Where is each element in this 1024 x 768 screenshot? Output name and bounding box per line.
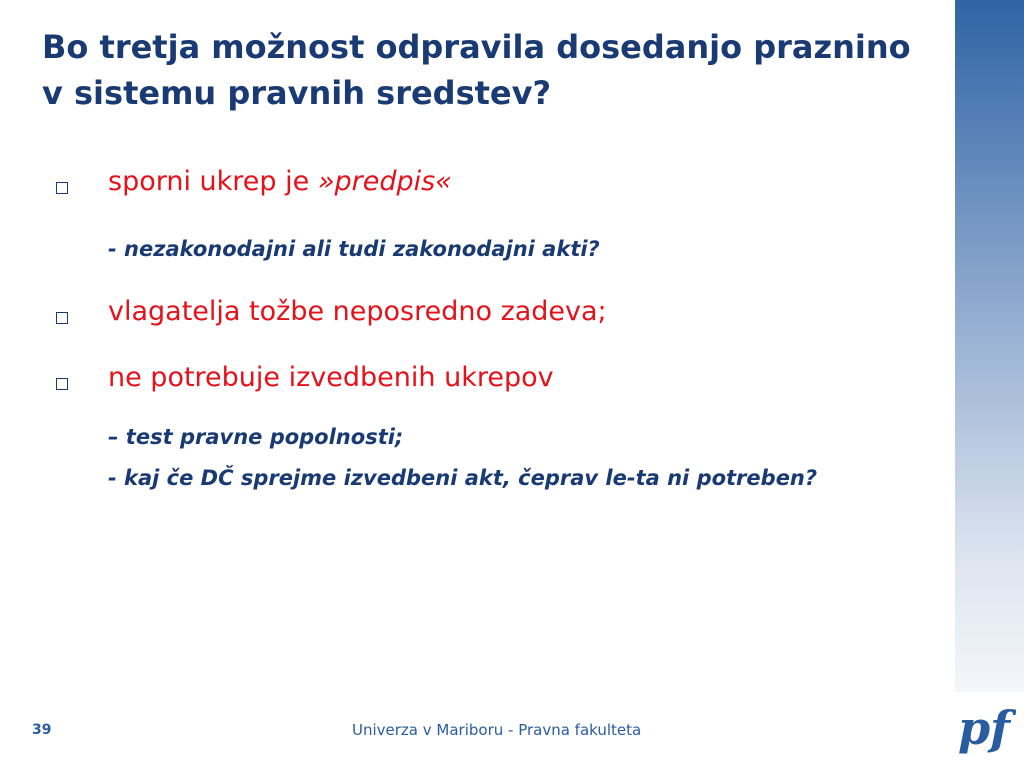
sub-point: – test pravne popolnosti; [108, 425, 404, 449]
footer-institution: Univerza v Mariboru - Pravna fakulteta [352, 721, 642, 739]
sub-point: - kaj če DČ sprejme izvedbeni akt, čeprav le-ta ni potreben? [108, 466, 818, 490]
bullet-text: vlagatelja tožbe neposredno zadeva; [108, 296, 607, 327]
page-number: 39 [32, 722, 52, 738]
logo-letters: pf [958, 701, 1010, 755]
square-bullet-icon [56, 182, 68, 194]
bullet-text-emphasis: »predpis« [317, 166, 452, 197]
square-bullet-icon [56, 378, 68, 390]
bullet-text [108, 166, 452, 197]
bullet-text-prefix: sporni ukrep je [108, 166, 318, 197]
decorative-sidebar [955, 0, 1024, 692]
bullet-text: ne potrebuje izvedbenih ukrepov [108, 362, 554, 393]
square-bullet-icon [56, 312, 68, 324]
sub-point: - nezakonodajni ali tudi zakonodajni akti? [108, 237, 600, 261]
slide-title: Bo tretja možnost odpravila dosedanjo praznino v sistemu pravnih sredstev? [42, 28, 911, 112]
pf-logo-icon [956, 700, 1016, 758]
